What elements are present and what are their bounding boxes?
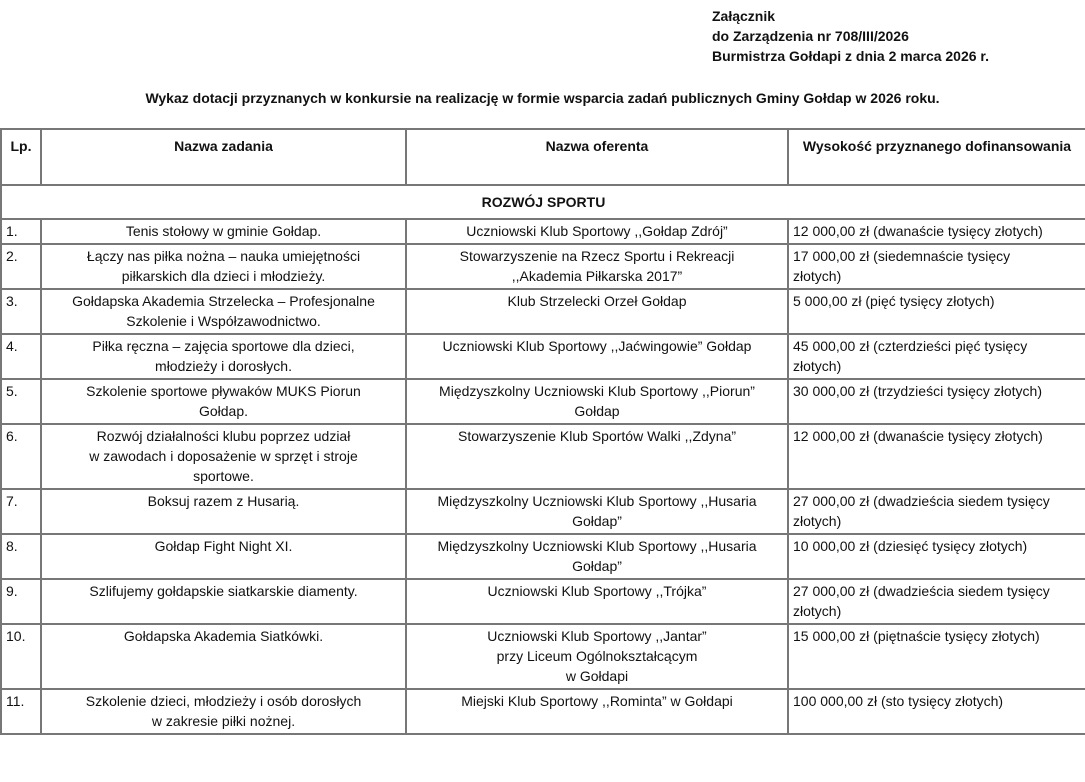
attachment-line: Burmistrza Gołdapi z dnia 2 marca 2026 r. bbox=[712, 48, 989, 64]
grant-amount-line: złotych) bbox=[793, 603, 842, 619]
table-row bbox=[1, 379, 1085, 424]
organization-name bbox=[406, 244, 788, 289]
grant-amount-line: 10 000,00 zł (dziesięć tysięcy złotych) bbox=[793, 538, 1028, 554]
task-name bbox=[41, 534, 406, 579]
organization-name-line: Stowarzyszenie Klub Sportów Walki ,,Zdyna” bbox=[457, 428, 737, 444]
table-row bbox=[1, 624, 1085, 689]
organization-name-line: Gołdap bbox=[574, 403, 620, 419]
organization-name bbox=[406, 689, 788, 734]
header-org: Nazwa oferenta bbox=[406, 129, 788, 185]
organization-name bbox=[406, 289, 788, 334]
grant-amount-line: 5 000,00 zł (pięć tysięcy złotych) bbox=[793, 293, 995, 309]
row-number: 5. bbox=[1, 379, 41, 424]
organization-name-line: Gołdap” bbox=[572, 558, 622, 574]
organization-name-line: Uczniowski Klub Sportowy ,,Gołdap Zdrój” bbox=[466, 223, 728, 239]
header-lp: Lp. bbox=[1, 129, 41, 185]
organization-name-line: przy Liceum Ogólnokształcącym bbox=[496, 648, 698, 664]
organization-name bbox=[406, 579, 788, 624]
task-name-line: Łączy nas piłka nożna – nauka umiejętności bbox=[86, 248, 361, 264]
grant-amount-line: 27 000,00 zł (dwadzieścia siedem tysięcy bbox=[793, 583, 1050, 599]
row-number: 1. bbox=[1, 219, 41, 244]
grant-amount bbox=[788, 334, 1085, 379]
task-name-line: Rozwój działalności klubu poprzez udział bbox=[96, 428, 351, 444]
row-number: 10. bbox=[1, 624, 41, 689]
header-task: Nazwa zadania bbox=[41, 129, 406, 185]
organization-name bbox=[406, 534, 788, 579]
grant-amount-line: 100 000,00 zł (sto tysięcy złotych) bbox=[793, 693, 1004, 709]
attachment-line: Załącznik bbox=[712, 8, 776, 24]
task-name bbox=[41, 579, 406, 624]
section-title: ROZWÓJ SPORTU bbox=[1, 185, 1085, 219]
task-name bbox=[41, 244, 406, 289]
header-amount: Wysokość przyznanego dofinansowania bbox=[788, 129, 1085, 185]
task-name-line: Szlifujemy gołdapskie siatkarskie diamenty. bbox=[89, 583, 358, 599]
task-name bbox=[41, 379, 406, 424]
grant-amount-line: 17 000,00 zł (siedemnaście tysięcy bbox=[793, 248, 1011, 264]
table-row bbox=[1, 689, 1085, 734]
task-name bbox=[41, 219, 406, 244]
organization-name bbox=[406, 219, 788, 244]
organization-name-line: Uczniowski Klub Sportowy ,,Jaćwingowie” Gołdap bbox=[442, 338, 752, 354]
grant-amount-line: 27 000,00 zł (dwadzieścia siedem tysięcy bbox=[793, 493, 1050, 509]
grant-amount-line: 12 000,00 zł (dwanaście tysięcy złotych) bbox=[793, 223, 1043, 239]
grant-amount bbox=[788, 489, 1085, 534]
grant-amount bbox=[788, 244, 1085, 289]
grant-amount bbox=[788, 579, 1085, 624]
task-name-line: Gołdapska Akademia Strzelecka – Profesjonalne bbox=[72, 293, 375, 309]
task-name-line: piłkarskich dla dzieci i młodzieży. bbox=[121, 268, 326, 284]
task-name bbox=[41, 689, 406, 734]
attachment-line: do Zarządzenia nr 708/III/2026 bbox=[712, 28, 909, 44]
organization-name-line: w Gołdapi bbox=[565, 668, 629, 684]
organization-name-line: Uczniowski Klub Sportowy ,,Trójka” bbox=[487, 583, 707, 599]
grant-amount bbox=[788, 379, 1085, 424]
row-number: 4. bbox=[1, 334, 41, 379]
organization-name bbox=[406, 424, 788, 489]
table-row bbox=[1, 334, 1085, 379]
table-row bbox=[1, 534, 1085, 579]
table-row bbox=[1, 424, 1085, 489]
task-name bbox=[41, 489, 406, 534]
row-number: 6. bbox=[1, 424, 41, 489]
task-name bbox=[41, 424, 406, 489]
row-number: 8. bbox=[1, 534, 41, 579]
grant-amount bbox=[788, 219, 1085, 244]
grant-amount-line: 15 000,00 zł (piętnaście tysięcy złotych) bbox=[793, 628, 1040, 644]
table-row bbox=[1, 489, 1085, 534]
task-name-line: Piłka ręczna – zajęcia sportowe dla dzieci, bbox=[92, 338, 355, 354]
task-name-line: Szkolenie sportowe pływaków MUKS Piorun bbox=[86, 383, 361, 399]
task-name-line: w zakresie piłki nożnej. bbox=[151, 713, 296, 729]
table-row bbox=[1, 244, 1085, 289]
grant-amount-line: 12 000,00 zł (dwanaście tysięcy złotych) bbox=[793, 428, 1043, 444]
organization-name bbox=[406, 624, 788, 689]
organization-name bbox=[406, 489, 788, 534]
organization-name-line: ,,Akademia Piłkarska 2017” bbox=[511, 268, 683, 284]
organization-name-line: Uczniowski Klub Sportowy ,,Jantar” bbox=[487, 628, 707, 644]
task-name-line: młodzieży i dorosłych. bbox=[155, 358, 292, 374]
grant-amount-line: 30 000,00 zł (trzydzieści tysięcy złotych) bbox=[793, 383, 1042, 399]
task-name bbox=[41, 289, 406, 334]
organization-name-line: Międzyszkolny Uczniowski Klub Sportowy ,,Husaria bbox=[437, 538, 757, 554]
section-row bbox=[1, 185, 1085, 219]
grant-amount bbox=[788, 689, 1085, 734]
grants-table bbox=[0, 128, 1085, 735]
organization-name-line: Międzyszkolny Uczniowski Klub Sportowy ,,Husaria bbox=[437, 493, 757, 509]
organization-name-line: Gołdap” bbox=[572, 513, 622, 529]
task-name-line: Gołdap. bbox=[198, 403, 249, 419]
row-number: 3. bbox=[1, 289, 41, 334]
organization-name bbox=[406, 379, 788, 424]
task-name-line: w zawodach i doposażenie w sprzęt i stroje bbox=[89, 448, 358, 464]
organization-name-line: Stowarzyszenie na Rzecz Sportu i Rekreacji bbox=[459, 248, 735, 264]
grant-amount-line: złotych) bbox=[793, 358, 842, 374]
grant-amount bbox=[788, 534, 1085, 579]
task-name-line: Gołdap Fight Night XI. bbox=[154, 538, 293, 554]
row-number: 2. bbox=[1, 244, 41, 289]
row-number: 11. bbox=[1, 689, 41, 734]
task-name bbox=[41, 334, 406, 379]
grant-amount-line: 45 000,00 zł (czterdzieści pięć tysięcy bbox=[793, 338, 1028, 354]
task-name-line: sportowe. bbox=[193, 468, 254, 484]
task-name-line: Boksuj razem z Husarią. bbox=[147, 493, 300, 509]
grant-amount bbox=[788, 289, 1085, 334]
table-row bbox=[1, 579, 1085, 624]
task-name-line: Szkolenie dzieci, młodzieży i osób dorosłych bbox=[85, 693, 362, 709]
table-row bbox=[1, 219, 1085, 244]
table-header-row bbox=[1, 129, 1085, 185]
document-title: Wykaz dotacji przyznanych w konkursie na realizację w formie wsparcia zadań publicznych Gminy Gołdap w 2026 roku. bbox=[145, 90, 940, 106]
task-name-line: Gołdapska Akademia Siatkówki. bbox=[123, 628, 324, 644]
table-row bbox=[1, 289, 1085, 334]
grant-amount-line: złotych) bbox=[793, 513, 842, 529]
attachment-header bbox=[712, 6, 989, 66]
task-name-line: Szkolenie i Współzawodnictwo. bbox=[126, 313, 321, 329]
organization-name-line: Miejski Klub Sportowy ,,Rominta” w Gołdapi bbox=[461, 693, 733, 709]
organization-name-line: Klub Strzelecki Orzeł Gołdap bbox=[507, 293, 687, 309]
organization-name bbox=[406, 334, 788, 379]
row-number: 9. bbox=[1, 579, 41, 624]
task-name-line: Tenis stołowy w gminie Gołdap. bbox=[125, 223, 322, 239]
grant-amount bbox=[788, 424, 1085, 489]
row-number: 7. bbox=[1, 489, 41, 534]
organization-name-line: Międzyszkolny Uczniowski Klub Sportowy ,,Piorun” bbox=[439, 383, 755, 399]
task-name bbox=[41, 624, 406, 689]
grant-amount bbox=[788, 624, 1085, 689]
grant-amount-line: złotych) bbox=[793, 268, 842, 284]
